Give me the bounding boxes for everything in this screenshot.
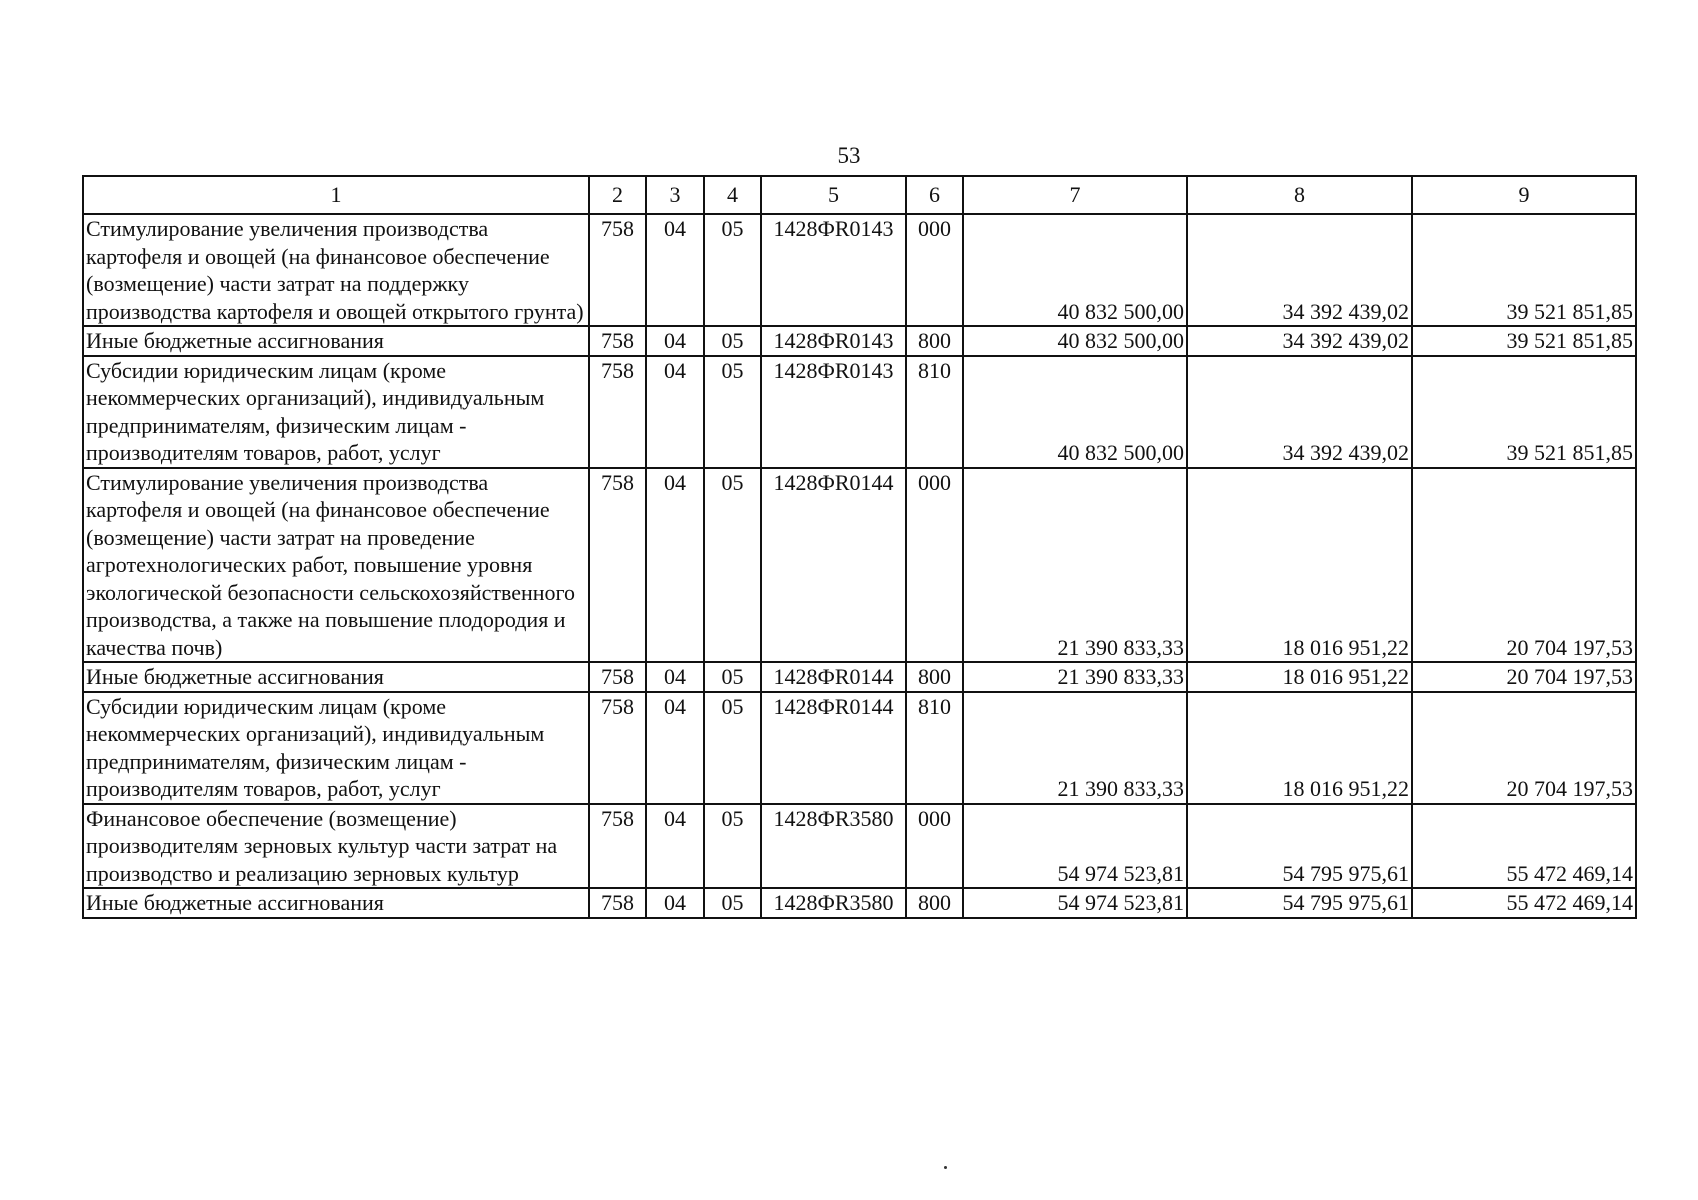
table-row — [83, 468, 1636, 663]
column-header: 6 — [906, 176, 963, 214]
amount-col-8: 54 795 975,61 — [1187, 804, 1412, 889]
amount-col-9: 20 704 197,53 — [1412, 662, 1636, 692]
section-code: 04 — [646, 468, 704, 663]
column-header: 4 — [704, 176, 761, 214]
expense-type-code: 810 — [906, 356, 963, 468]
column-header: 1 — [83, 176, 589, 214]
target-article-code: 1428ФR0143 — [761, 326, 906, 356]
amount-col-9: 39 521 851,85 — [1412, 356, 1636, 468]
subsection-code: 05 — [704, 692, 761, 804]
amount-col-8: 34 392 439,02 — [1187, 326, 1412, 356]
subsection-code: 05 — [704, 468, 761, 663]
ministry-code: 758 — [589, 692, 646, 804]
column-header: 9 — [1412, 176, 1636, 214]
ministry-code: 758 — [589, 214, 646, 326]
ministry-code: 758 — [589, 662, 646, 692]
target-article-code: 1428ФR3580 — [761, 888, 906, 918]
expense-type-code: 800 — [906, 662, 963, 692]
ministry-code: 758 — [589, 356, 646, 468]
header-row — [83, 176, 1636, 214]
section-code: 04 — [646, 804, 704, 889]
amount-col-9: 55 472 469,14 — [1412, 804, 1636, 889]
table-row — [83, 692, 1636, 804]
amount-col-9: 39 521 851,85 — [1412, 214, 1636, 326]
subsection-code: 05 — [704, 804, 761, 889]
column-header: 2 — [589, 176, 646, 214]
table-row — [83, 888, 1636, 918]
amount-col-9: 20 704 197,53 — [1412, 468, 1636, 663]
amount-col-7: 54 974 523,81 — [963, 804, 1187, 889]
amount-col-7: 40 832 500,00 — [963, 214, 1187, 326]
amount-col-8: 18 016 951,22 — [1187, 468, 1412, 663]
table-row — [83, 356, 1636, 468]
amount-col-7: 21 390 833,33 — [963, 662, 1187, 692]
expense-type-code: 000 — [906, 468, 963, 663]
table-row — [83, 326, 1636, 356]
target-article-code: 1428ФR0144 — [761, 692, 906, 804]
subsection-code: 05 — [704, 214, 761, 326]
amount-col-7: 54 974 523,81 — [963, 888, 1187, 918]
amount-col-8: 18 016 951,22 — [1187, 692, 1412, 804]
subsection-code: 05 — [704, 326, 761, 356]
target-article-code: 1428ФR3580 — [761, 804, 906, 889]
column-header: 7 — [963, 176, 1187, 214]
amount-col-7: 21 390 833,33 — [963, 468, 1187, 663]
section-code: 04 — [646, 326, 704, 356]
item-name: Финансовое обеспечение (возмещение) производителям зерновых культур части затрат на производство и реализацию зерновых культур — [83, 804, 589, 889]
ministry-code: 758 — [589, 326, 646, 356]
target-article-code: 1428ФR0143 — [761, 214, 906, 326]
table-row — [83, 214, 1636, 326]
subsection-code: 05 — [704, 662, 761, 692]
expense-type-code: 000 — [906, 804, 963, 889]
section-code: 04 — [646, 692, 704, 804]
scan-speck — [944, 1166, 947, 1169]
amount-col-9: 39 521 851,85 — [1412, 326, 1636, 356]
table-row — [83, 662, 1636, 692]
amount-col-8: 18 016 951,22 — [1187, 662, 1412, 692]
item-name: Иные бюджетные ассигнования — [83, 888, 589, 918]
expense-type-code: 800 — [906, 326, 963, 356]
item-name: Субсидии юридическим лицам (кроме некоммерческих организаций), индивидуальным предпринимателям, физическим лицам - производителям товаров, работ, услуг — [83, 692, 589, 804]
amount-col-8: 34 392 439,02 — [1187, 214, 1412, 326]
section-code: 04 — [646, 214, 704, 326]
item-name: Иные бюджетные ассигнования — [83, 662, 589, 692]
target-article-code: 1428ФR0144 — [761, 468, 906, 663]
item-name: Стимулирование увеличения производства картофеля и овощей (на финансовое обеспечение (возмещение) части затрат на проведение агротехнологических работ, повышение уровня экологической безопасности сельскохозяйственного производства, а также на повышение плодородия и качества почв) — [83, 468, 589, 663]
section-code: 04 — [646, 662, 704, 692]
expense-type-code: 800 — [906, 888, 963, 918]
expense-type-code: 000 — [906, 214, 963, 326]
amount-col-9: 55 472 469,14 — [1412, 888, 1636, 918]
target-article-code: 1428ФR0143 — [761, 356, 906, 468]
budget-table — [82, 175, 1637, 919]
amount-col-8: 34 392 439,02 — [1187, 356, 1412, 468]
column-header: 8 — [1187, 176, 1412, 214]
target-article-code: 1428ФR0144 — [761, 662, 906, 692]
column-header: 5 — [761, 176, 906, 214]
subsection-code: 05 — [704, 888, 761, 918]
table-row — [83, 804, 1636, 889]
section-code: 04 — [646, 356, 704, 468]
amount-col-7: 40 832 500,00 — [963, 326, 1187, 356]
ministry-code: 758 — [589, 888, 646, 918]
item-name: Субсидии юридическим лицам (кроме некоммерческих организаций), индивидуальным предпринимателям, физическим лицам - производителям товаров, работ, услуг — [83, 356, 589, 468]
amount-col-7: 21 390 833,33 — [963, 692, 1187, 804]
subsection-code: 05 — [704, 356, 761, 468]
item-name: Иные бюджетные ассигнования — [83, 326, 589, 356]
ministry-code: 758 — [589, 468, 646, 663]
amount-col-8: 54 795 975,61 — [1187, 888, 1412, 918]
section-code: 04 — [646, 888, 704, 918]
amount-col-9: 20 704 197,53 — [1412, 692, 1636, 804]
item-name: Стимулирование увеличения производства картофеля и овощей (на финансовое обеспечение (возмещение) части затрат на поддержку производства картофеля и овощей открытого грунта) — [83, 214, 589, 326]
page-number: 53 — [837, 143, 861, 168]
column-header: 3 — [646, 176, 704, 214]
expense-type-code: 810 — [906, 692, 963, 804]
amount-col-7: 40 832 500,00 — [963, 356, 1187, 468]
ministry-code: 758 — [589, 804, 646, 889]
